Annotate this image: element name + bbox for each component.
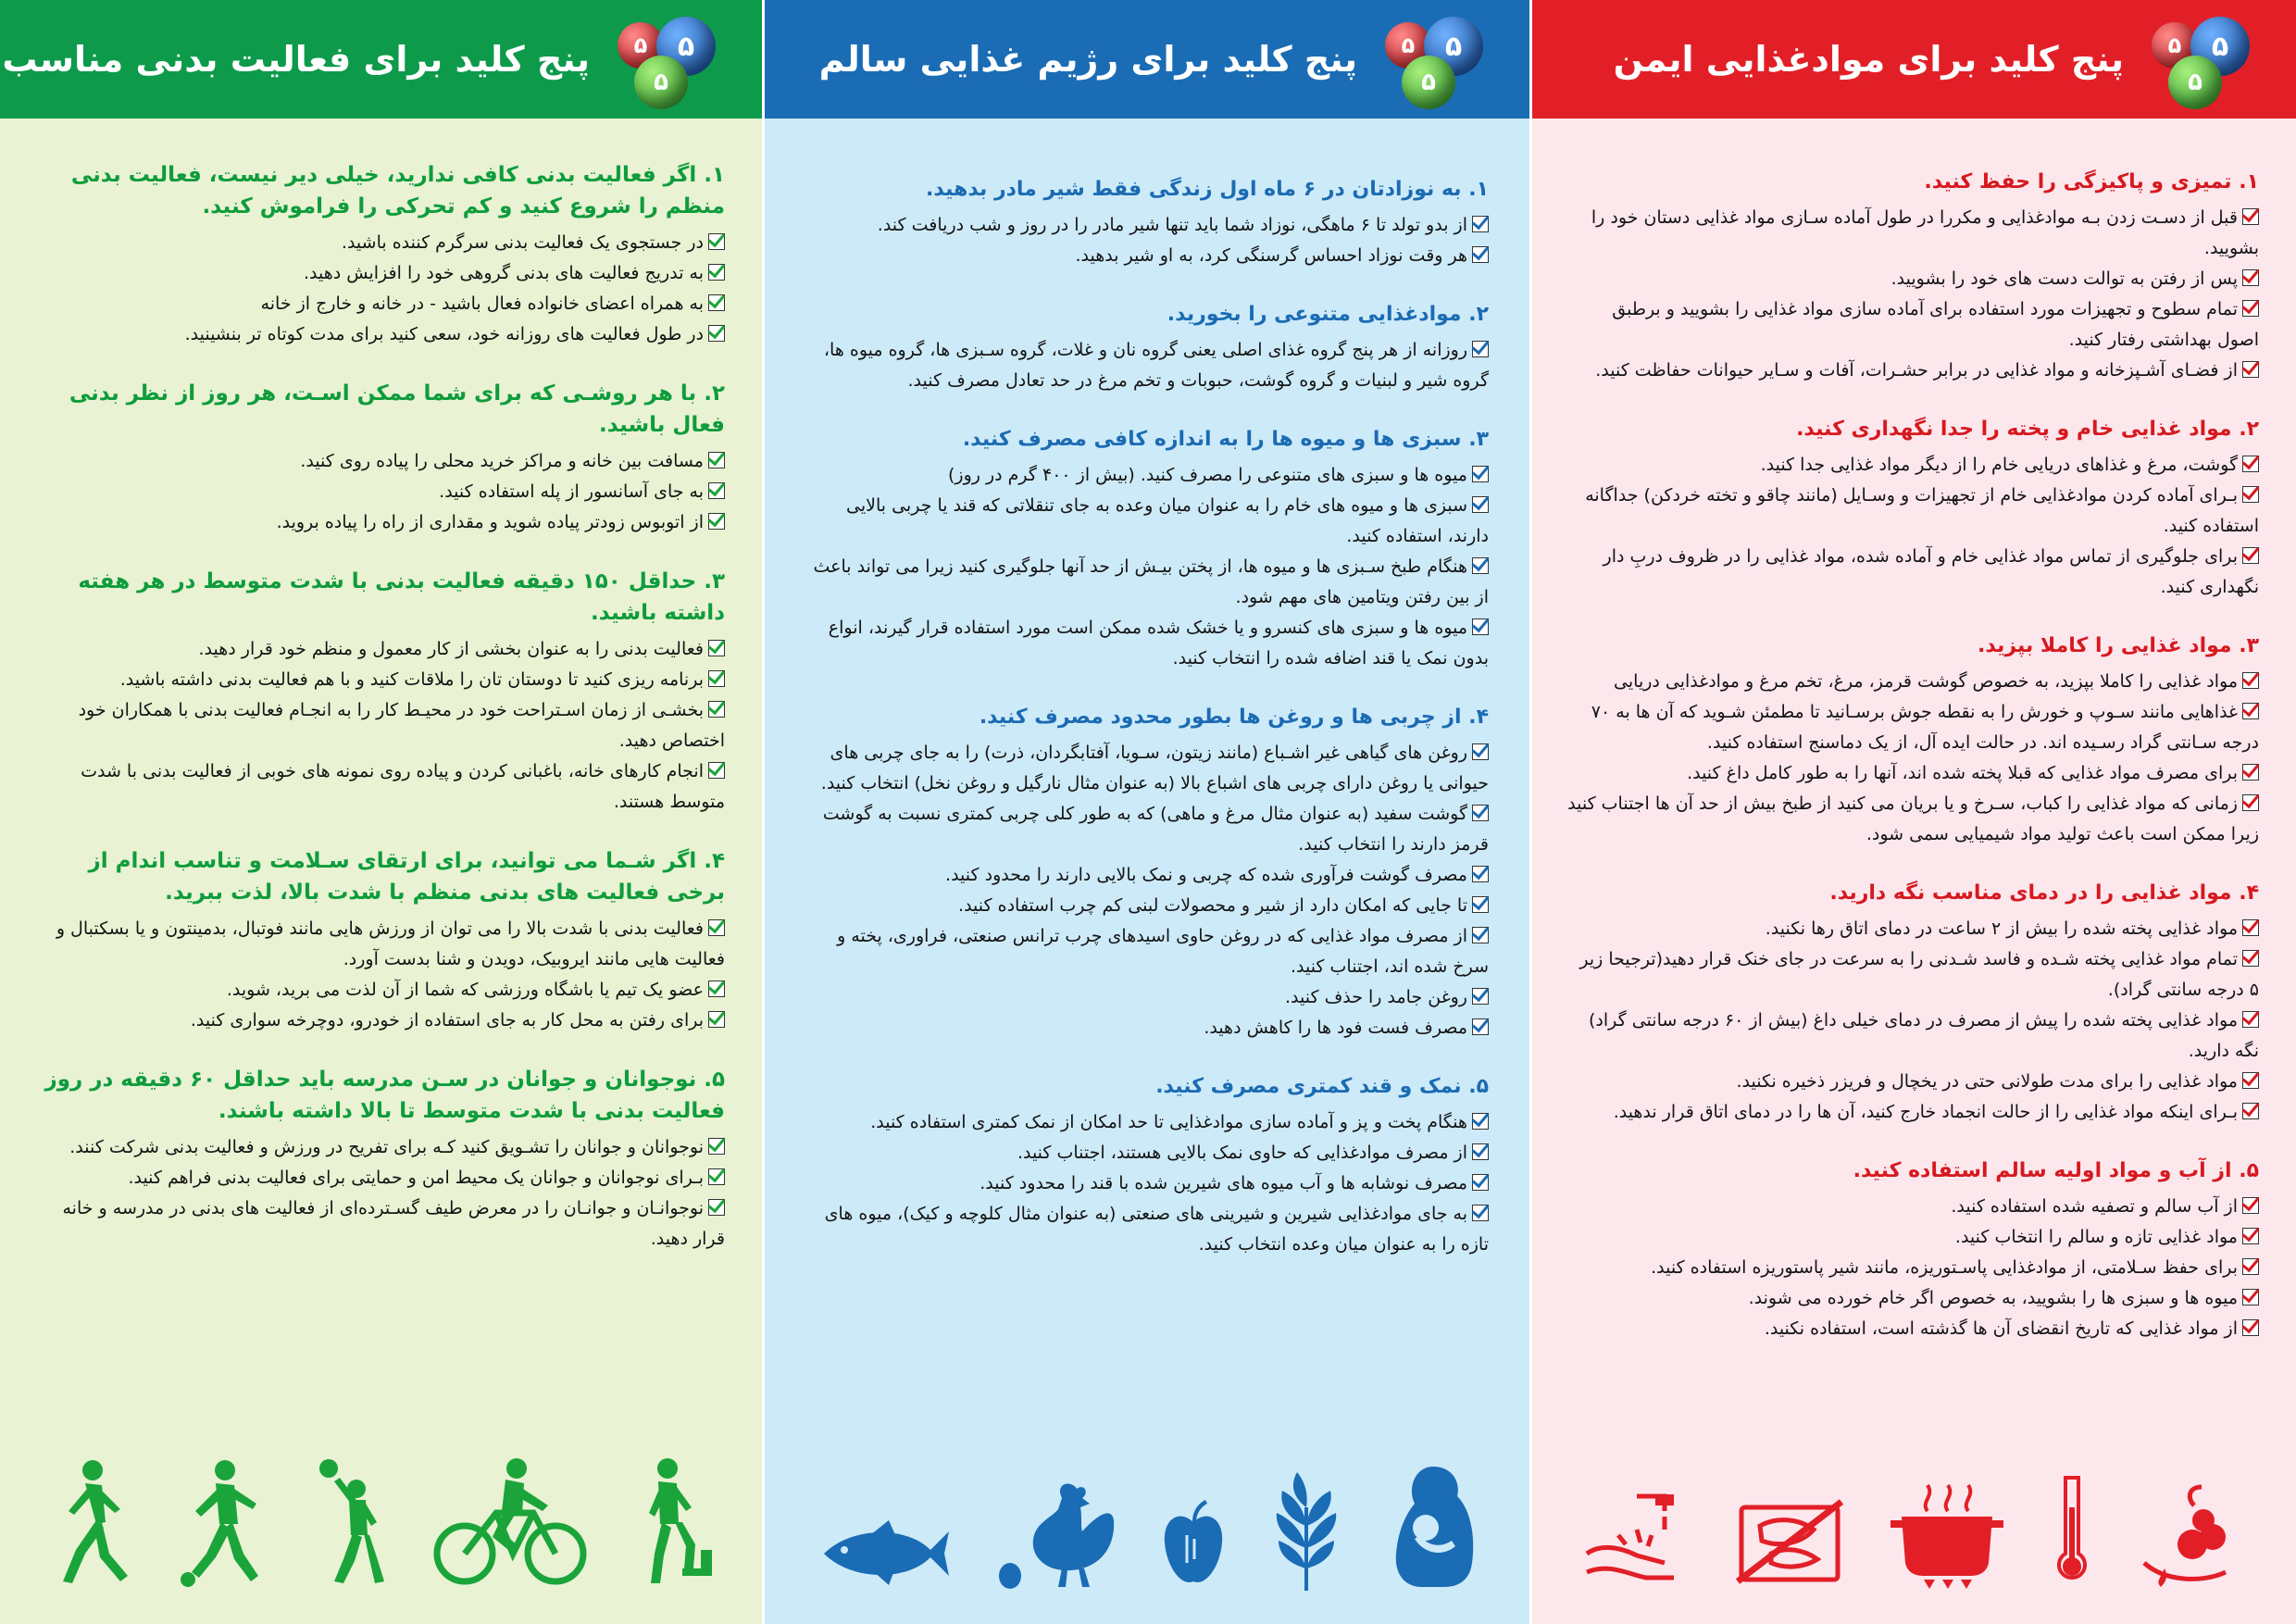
checklist-item-text: هنگام طبخ سـبزی ها و میوه ها، از پختن بیـش از حد آنها جلوگیری کنید زیرا می تواند باعث از بین رفتن ویتامین های مهم شود. — [813, 556, 1489, 607]
checkbox-icon — [1472, 1143, 1489, 1160]
checklist — [30, 228, 725, 350]
checklist-item — [802, 738, 1489, 799]
section-heading: ۱. تمیزی و پاکیزگی را حفظ کنید. — [1924, 170, 2259, 194]
checklist-item-text: مواد غذایی را کاملا بپزید، به خصوص گوشت قرمز، مرغ، تخم مرغ و موادغذایی دریایی — [1614, 671, 2238, 692]
checkbox-icon — [1472, 1205, 1489, 1221]
checklist-item — [30, 695, 725, 756]
checkbox-icon — [2242, 208, 2259, 225]
checklist-item-text: به تدریج فعالیت های بدنی گروهی خود را افزایش دهید. — [304, 263, 704, 283]
checklist-item-text: از مصرف مواد غذایی که در روغن حاوی اسیدهای چرب ترانس صنعتی، فراوری، پخته و سرخ شده اند، اجتناب کنید. — [837, 926, 1489, 977]
checklist-item-text: میوه ها و سبزی های متنوعی را مصرف کنید. (بیش از ۴۰۰ گرم در روز) — [948, 465, 1467, 485]
checklist-item — [802, 1199, 1489, 1260]
checklist-item-text: فعالیت بدنی را به عنوان بخشی از کار معمول و منظم خود قرار دهید. — [198, 639, 704, 659]
checklist-item-text: به همراه اعضای خانواده فعال باشید - در خانه و خارج از خانه — [260, 294, 704, 314]
checkbox-icon — [2242, 1258, 2259, 1275]
checklist-item-text: پس از رفتن به توالت دست های خود را بشویید. — [1890, 269, 2238, 289]
checklist-item-text: مصرف فست فود ها را کاهش دهید. — [1204, 1018, 1467, 1038]
key-section-4 — [30, 845, 725, 1036]
stair-climbing-person-icon — [630, 1457, 714, 1587]
checkbox-icon — [708, 640, 725, 656]
checklist-item-text: مواد غذایی را برای مدت طولانی حتی در یخچال و فریزر ذخیره نکنید. — [1736, 1071, 2238, 1092]
checklist-item — [802, 210, 1489, 241]
checklist-item — [1566, 1006, 2259, 1067]
checklist-item — [802, 1107, 1489, 1138]
key-section-2 — [30, 378, 725, 538]
checklist-item-text: در طول فعالیت های روزانه خود، سعی کنید برای مدت کوتاه تر بنشینید. — [184, 324, 704, 344]
section-heading: ۳. مواد غذایی را کاملا بپزید. — [1978, 634, 2259, 657]
checklist-item — [802, 1138, 1489, 1168]
checklist-item-text: بـرای اینکه مواد غذایی را از حالت انجماد خارج کنید، آن ها را در دمای اتاق قرار ندهید. — [1613, 1102, 2238, 1122]
section-heading: ۳. سبزی ها و میوه ها را به اندازه کافی مصرف کنید. — [962, 428, 1489, 451]
checklist-item-text: از مواد غذایی که تاریخ انقضای آن ها گذشته است، استفاده نکنید. — [1764, 1318, 2238, 1339]
blue-ball-icon: ۵ — [2190, 17, 2250, 76]
checkbox-icon — [2242, 764, 2259, 781]
checklist — [30, 914, 725, 1036]
blue-ball-icon: ۵ — [656, 17, 716, 76]
checklist-item — [1566, 1314, 2259, 1344]
checklist — [30, 1132, 725, 1255]
checklist-item-text: مواد غذایی تازه و سالم را انتخاب کنید. — [1954, 1227, 2238, 1247]
checklist-item — [802, 460, 1489, 491]
section-heading: ۲. موادغذایی متنوعی را بخورید. — [1167, 303, 1489, 326]
checkbox-icon — [2242, 300, 2259, 317]
red-ball-icon: ۵ — [2152, 22, 2198, 69]
checklist-item-text: قبل از دسـت زدن بـه موادغذایی و مکررا در طول آماده سـازی مواد غذایی دستان خود را بشویید. — [1591, 207, 2259, 258]
key-section-5 — [1566, 1156, 2259, 1344]
key-section-4 — [1566, 878, 2259, 1128]
checklist-item-text: بـرای نوجوانان و جوانان یک محیط امن و حمایتی برای فعالیت بدنی فراهم کنید. — [128, 1168, 704, 1188]
checklist-item — [1566, 914, 2259, 944]
checklist-item — [1566, 667, 2259, 697]
checkbox-icon — [2242, 672, 2259, 689]
checklist-item — [30, 665, 725, 695]
checkbox-icon — [2242, 547, 2259, 564]
checkbox-icon — [2242, 1197, 2259, 1214]
checklist-item — [802, 1013, 1489, 1043]
section-heading: ۴. از چربی ها و روغن ها بطور محدود مصرف کنید. — [979, 706, 1489, 729]
checklist-item-text: از مصرف موادغذایی که حاوی نمک بالایی هستند، اجتناب کنید. — [1017, 1143, 1467, 1163]
checklist-item — [30, 914, 725, 975]
checklist-item — [30, 1193, 725, 1255]
checklist-item-text: روغن جامد را حذف کنید. — [1285, 987, 1467, 1007]
breastfeeding-mother-icon — [1387, 1461, 1479, 1591]
key-section-2 — [1566, 414, 2259, 603]
checklist-item — [1566, 542, 2259, 603]
checklist-item-text: مواد غذایی پخته شده را پیش از مصرف در دمای خیلی داغ (بیش از ۶۰ درجه سانتی گراد) نگه دارید. — [1589, 1010, 2259, 1061]
checkbox-icon — [2242, 486, 2259, 503]
five-balls-logo — [614, 7, 725, 111]
key-section-1 — [30, 159, 725, 350]
red-ball-icon: ۵ — [1385, 22, 1431, 69]
checklist-item-text: بخشـی از زمان اسـتراحت خود در محیـط کار را به انجـام فعالیت بدنی با همکاران خود اختصاص دهید. — [78, 700, 725, 751]
key-section-3 — [802, 424, 1489, 674]
checkbox-icon — [708, 1168, 725, 1185]
checkbox-icon — [708, 981, 725, 997]
checklist-item — [30, 258, 725, 289]
checkbox-icon — [1472, 496, 1489, 513]
checkbox-icon — [708, 233, 725, 250]
green-ball-icon: ۵ — [2168, 56, 2222, 109]
five-balls-logo — [1381, 7, 1492, 111]
checklist-item-text: روزانه از هر پنج گروه غذای اصلی یعنی گروه نان و غلات، گروه سـبزی ها، گروه میوه ها، گروه شیر و لبنیات و گروه گوشت، حبوبات و تخم مرغ در حد تعادل مصرف کنید. — [823, 340, 1489, 391]
green-ball-icon: ۵ — [1402, 56, 1455, 109]
water-and-fruit-icon — [2137, 1480, 2248, 1591]
cyclist-icon — [431, 1457, 589, 1587]
ball-playing-child-icon — [316, 1457, 390, 1587]
checklist-item-text: به جای آسانسور از پله استفاده کنید. — [439, 481, 704, 502]
checklist-item — [1566, 356, 2259, 386]
checklist — [802, 460, 1489, 674]
checklist-item — [30, 975, 725, 1006]
checklist-item — [802, 613, 1489, 674]
safety-sections — [1532, 119, 2296, 1344]
washing-hands-icon — [1581, 1489, 1692, 1591]
checklist-item-text: از اتوبوس زودتر پیاده شوید و مقداری از راه را پیاده بروید. — [276, 512, 704, 532]
safety-title: پنج کلید برای موادغذایی ایمن — [1613, 39, 2124, 80]
checklist-item — [30, 228, 725, 258]
checklist-item — [802, 891, 1489, 921]
checklist — [802, 1107, 1489, 1260]
checklist-item-text: عضو یک تیم یا باشگاه ورزشی که شما از آن لذت می برید، شوید. — [226, 980, 704, 1000]
checkbox-icon — [1472, 805, 1489, 821]
checklist-item-text: از فضـای آشـپزخانه و مواد غذایی در برابر حشـرات، آفات و سـایر حیوانات حفاظت کنید. — [1595, 360, 2238, 381]
key-section-1 — [1566, 167, 2259, 386]
section-heading: ۳. حداقل ۱۵۰ دقیقه فعالیت بدنی با شدت متوسط در هر هفته داشته باشید. — [78, 569, 725, 625]
walking-person-icon — [48, 1457, 131, 1587]
checkbox-icon — [708, 670, 725, 687]
checklist-item-text: برای مصرف مواد غذایی که قبلا پخته شده اند، آنها را به طور کامل داغ کنید. — [1687, 763, 2238, 783]
checklist-item — [1566, 481, 2259, 542]
checklist-item-text: فعالیت بدنی با شدت بالا را می توان از ورزش هایی مانند فوتبال، بدمینتون و یا بسکتبال و فعالیت هایی مانند ایروبیک، دویدن و شنا بدست آورد. — [56, 918, 725, 969]
checklist-item-text: هنگام پخت و پز و آماده سازی موادغذایی تا حد امکان از نمک کمتری استفاده کنید. — [870, 1112, 1467, 1132]
checkbox-icon — [708, 264, 725, 281]
checklist-item-text: از آب سالم و تصفیه شده استفاده کنید. — [1951, 1196, 2238, 1217]
checklist-item-text: مصرف گوشت فرآوری شده که چربی و نمک بالایی دارند را محدود کنید. — [945, 865, 1467, 885]
section-heading: ۵. از آب و مواد اولیه سالم استفاده کنید. — [1853, 1159, 2259, 1182]
section-heading: ۴. اگر شـما می توانید، برای ارتقای سـلامت و تناسب اندام از برخی فعالیت های بدنی منظم با شدت بالا، لذت ببرید. — [88, 849, 725, 905]
checkbox-icon — [1472, 1174, 1489, 1191]
checklist-item — [802, 982, 1489, 1013]
checklist — [1566, 667, 2259, 850]
checklist-item-text: گوشت، مرغ و غذاهای دریایی خام را از دیگر مواد غذایی جدا کنید. — [1760, 455, 2238, 475]
checklist — [1566, 914, 2259, 1128]
activity-icons-row — [0, 1457, 762, 1587]
checklist-item-text: تمام سطوح و تجهیزات مورد استفاده برای آماده سازی مواد غذایی را بشویید و برطبق اصول بهداشتی رفتار کنید. — [1612, 299, 2259, 350]
diet-icons-row — [765, 1461, 1529, 1591]
checklist-item-text: نوجوانان و جوانان را تشـویق کنید کـه برای تفریح در ورزش و فعالیت بدنی شرکت کنند. — [69, 1137, 704, 1157]
checklist-item-text: میوه ها و سبزی ها را بشویید، به خصوص اگر خام خورده می شوند. — [1748, 1288, 2238, 1308]
checklist-item — [1566, 450, 2259, 481]
thermometer-icon — [2049, 1470, 2095, 1591]
checklist — [1566, 450, 2259, 603]
physical-activity-column — [0, 0, 762, 1624]
checkbox-icon — [708, 294, 725, 311]
checkbox-icon — [708, 1011, 725, 1028]
checkbox-icon — [2242, 1103, 2259, 1119]
checklist-item — [30, 507, 725, 538]
checklist-item — [802, 799, 1489, 860]
checkbox-icon — [2242, 1228, 2259, 1244]
checklist-item — [1566, 1067, 2259, 1097]
checklist — [30, 634, 725, 818]
checkbox-icon — [2242, 1289, 2259, 1305]
checklist-item-text: انجام کارهای خانه، باغبانی کردن و پیاده روی نمونه های خوبی از فعالیت بدنی با شدت متوسط هستند. — [81, 761, 725, 812]
checkbox-icon — [708, 513, 725, 530]
checkbox-icon — [1472, 466, 1489, 482]
checkbox-icon — [1472, 1018, 1489, 1035]
checkbox-icon — [1472, 743, 1489, 760]
section-heading: ۲. با هر روشـی که برای شما ممکن اسـت، هر روز از نظر بدنی فعال باشید. — [69, 381, 725, 437]
checklist-item — [1566, 789, 2259, 850]
checklist-item — [30, 634, 725, 665]
checklist-item — [802, 241, 1489, 271]
key-section-3 — [30, 566, 725, 818]
checklist-item-text: از بدو تولد تا ۶ ماهگی، نوزاد شما باید تنها شیر مادر را در روز و شب دریافت کند. — [877, 215, 1467, 235]
blue-ball-icon: ۵ — [1424, 17, 1483, 76]
checklist-item-text: زمانی که مواد غذایی را کباب، سـرخ و یا بریان می کنید از طبخ بیش از حد آن ها اجتناب کنید زیرا ممکن است باعث تولید مواد شیمیایی سمی شود. — [1567, 793, 2259, 844]
checklist-item-text: برای رفتن به محل کار به جای استفاده از خودرو، دوچرخه سواری کنید. — [190, 1010, 704, 1031]
checklist — [1566, 203, 2259, 386]
diet-sections — [765, 119, 1529, 1260]
checklist-item — [30, 1132, 725, 1163]
checkbox-icon — [1472, 341, 1489, 357]
checkbox-icon — [708, 1199, 725, 1216]
checklist-item — [30, 289, 725, 319]
checklist — [802, 738, 1489, 1043]
checkbox-icon — [708, 762, 725, 779]
checkbox-icon — [1472, 216, 1489, 232]
safety-icons-row — [1532, 1470, 2296, 1591]
checklist-item-text: تمام مواد غذایی پخته شـده و فاسد شـدنی را به سرعت در جای خنک قرار دهید(ترجیحا زیر ۵ درجه سانتی گراد). — [1579, 949, 2259, 1000]
fish-icon — [815, 1517, 954, 1591]
checklist-item-text: غذاهایی مانند سـوپ و خورش را به نقطه جوش برسـانید تا مطمئن شـوید که آن ها به ۷۰ درجه سـانتی گراد رسـیده اند. در حالت ایده آل، از یک دماسنج استفاده کنید. — [1591, 702, 2259, 753]
healthy-diet-column — [762, 0, 1532, 1624]
checkbox-icon — [708, 1138, 725, 1155]
checklist-item — [802, 860, 1489, 891]
checklist-item-text: مواد غذایی پخته شده را بیش از ۲ ساعت در دمای اتاق رها نکنید. — [1765, 918, 2238, 939]
soccer-player-icon — [173, 1457, 275, 1587]
checkbox-icon — [1472, 618, 1489, 635]
checkbox-icon — [708, 919, 725, 936]
key-section-3 — [1566, 631, 2259, 850]
checklist-item-text: روغن های گیاهی غیر اشـباع (مانند زیتون، سـویا، آفتابگردان، ذرت) را به جای چربی های حیوانی یا روغن دارای چربی های اشباع بالا (به عنوان مثال نارگیل و روغن نخل) انتخاب کنید. — [820, 743, 1489, 793]
checklist-item — [1566, 264, 2259, 294]
safe-food-column — [1532, 0, 2296, 1624]
wheat-icon — [1269, 1470, 1343, 1591]
checkbox-icon — [1472, 557, 1489, 574]
checkbox-icon — [2242, 703, 2259, 719]
checkbox-icon — [2242, 919, 2259, 936]
checkbox-icon — [2242, 361, 2259, 378]
diet-title: پنج کلید برای رژیم غذایی سالم — [818, 39, 1357, 80]
checklist-item — [30, 1163, 725, 1193]
checklist-item — [802, 1168, 1489, 1199]
checkbox-icon — [2242, 950, 2259, 967]
checklist-item-text: مسافت بین خانه و مراکز خرید محلی را پیاده روی کنید. — [300, 451, 704, 471]
hen-and-egg-icon — [997, 1480, 1117, 1591]
checkbox-icon — [708, 701, 725, 718]
checkbox-icon — [2242, 269, 2259, 286]
checkbox-icon — [2242, 794, 2259, 811]
checklist-item-text: به جای موادغذایی شیرین و شیرینی های صنعتی (به عنوان مثال کلوچه و کیک)، میوه های تازه را به عنوان میان وعده انتخاب کنید. — [824, 1204, 1489, 1255]
safety-banner — [1532, 0, 2296, 119]
checkbox-icon — [1472, 866, 1489, 882]
checklist — [30, 446, 725, 538]
checklist-item — [1566, 1192, 2259, 1222]
checklist-item — [30, 1006, 725, 1036]
checklist-item — [1566, 294, 2259, 356]
apple-icon — [1161, 1498, 1226, 1591]
checklist-item-text: هر وقت نوزاد احساس گرسنگی کرد، به او شیر بدهید. — [1075, 245, 1467, 266]
checklist-item-text: گوشت سفید (به عنوان مثال مرغ و ماهی) که به طور کلی چربی کمتری نسبت به گوشت قرمز دارند را انتخاب کنید. — [822, 804, 1489, 855]
crossed-out-raw-food-icon — [1734, 1489, 1845, 1591]
checklist-item — [30, 756, 725, 818]
checklist-item — [802, 921, 1489, 982]
checkbox-icon — [708, 325, 725, 342]
key-section-5 — [802, 1071, 1489, 1260]
five-balls-logo — [2148, 7, 2259, 111]
checkbox-icon — [708, 452, 725, 468]
red-ball-icon: ۵ — [618, 22, 664, 69]
checklist-item — [1566, 1253, 2259, 1283]
checkbox-icon — [1472, 896, 1489, 913]
section-heading: ۵. نمک و قند کمتری مصرف کنید. — [1155, 1075, 1489, 1098]
checklist-item-text: برای جلوگیری از تماس مواد غذایی خام و آماده شده، مواد غذایی را در ظروف دربِ دار نگهداری کنید. — [1603, 546, 2259, 597]
checklist-item — [802, 335, 1489, 396]
checklist-item — [30, 477, 725, 507]
checklist-item — [1566, 1097, 2259, 1128]
activity-banner — [0, 0, 762, 119]
checkbox-icon — [1472, 246, 1489, 263]
checklist-item — [1566, 944, 2259, 1006]
key-section-1 — [802, 174, 1489, 271]
checklist-item — [1566, 758, 2259, 789]
green-ball-icon: ۵ — [634, 56, 688, 109]
checklist-item — [1566, 1222, 2259, 1253]
checklist-item-text: تا جایی که امکان دارد از شیر و محصولات لبنی کم چرب استفاده کنید. — [958, 895, 1467, 916]
checklist-item-text: نوجوانـان و جوانـان را در معرض طیف گسـترده‌ای از فعالیت های بدنی در مدرسه و خانه قرار دهید. — [62, 1198, 725, 1249]
checkbox-icon — [1472, 988, 1489, 1005]
diet-banner — [765, 0, 1529, 119]
key-section-5 — [30, 1064, 725, 1255]
checklist-item — [30, 319, 725, 350]
checklist-item — [30, 446, 725, 477]
checkbox-icon — [2242, 1011, 2259, 1028]
checklist-item — [802, 552, 1489, 613]
activity-title: پنج کلید برای فعالیت بدنی مناسب — [2, 39, 590, 80]
checklist-item-text: سبزی ها و میوه های خام را به عنوان میان وعده به جای تنقلاتی که قند یا چربی بالایی دارند، استفاده کنید. — [846, 495, 1489, 546]
checklist — [802, 335, 1489, 396]
checkbox-icon — [2242, 456, 2259, 472]
checkbox-icon — [2242, 1072, 2259, 1089]
checkbox-icon — [2242, 1319, 2259, 1336]
checklist-item-text: مصرف نوشابه ها و آب میوه های شیرین شده با قند را محدود کنید. — [980, 1173, 1467, 1193]
checklist-item-text: برنامه ریزی کنید تا دوستان تان را ملاقات کنید و با هم فعالیت بدنی داشته باشید. — [119, 669, 704, 690]
boiling-pot-icon — [1887, 1480, 2007, 1591]
checklist — [1566, 1192, 2259, 1344]
checklist — [802, 210, 1489, 271]
checklist-item-text: در جستجوی یک فعالیت بدنی سرگرم کننده باشید. — [341, 232, 704, 253]
activity-sections — [0, 119, 762, 1255]
checklist-item-text: میوه ها و سبزی های کنسرو و یا خشک شده ممکن است مورد استفاده قرار گیرند، انواع بدون نمک یا قند اضافه شده را انتخاب کنید. — [828, 618, 1489, 668]
checkbox-icon — [708, 482, 725, 499]
checklist-item-text: برای حفظ سـلامتی، از موادغذایی پاسـتوریزه، مانند شیر پاستوریزه استفاده کنید. — [1651, 1257, 2238, 1278]
section-heading: ۲. مواد غذایی خام و پخته را جدا نگهداری کنید. — [1796, 418, 2259, 441]
section-heading: ۱. اگر فعالیت بدنی کافی ندارید، خیلی دیر نیست، فعالیت بدنی منظم را شروع کنید و کم تحرکی را فراموش کنید. — [70, 163, 725, 219]
checkbox-icon — [1472, 1113, 1489, 1130]
checkbox-icon — [1472, 927, 1489, 943]
section-heading: ۱. به نوزادتان در ۶ ماه اول زندگی فقط شیر مادر بدهید. — [926, 178, 1489, 201]
checklist-item — [802, 491, 1489, 552]
checklist-item — [1566, 203, 2259, 264]
checklist-item-text: بـرای آماده کردن موادغذایی خام از تجهیزات و وسـایل (مانند چاقو و تخته خردکن) جداگانه استفاده کنید. — [1585, 485, 2259, 536]
section-heading: ۴. مواد غذایی را در دمای مناسب نگه دارید. — [1829, 881, 2259, 905]
checklist-item — [1566, 697, 2259, 758]
key-section-2 — [802, 299, 1489, 396]
checklist-item — [1566, 1283, 2259, 1314]
key-section-4 — [802, 702, 1489, 1043]
section-heading: ۵. نوجوانان و جوانان در سـن مدرسه باید حداقل ۶۰ دقیقه در روز فعالیت بدنی با شدت متوسط تا بالا داشته باشند. — [44, 1068, 725, 1123]
